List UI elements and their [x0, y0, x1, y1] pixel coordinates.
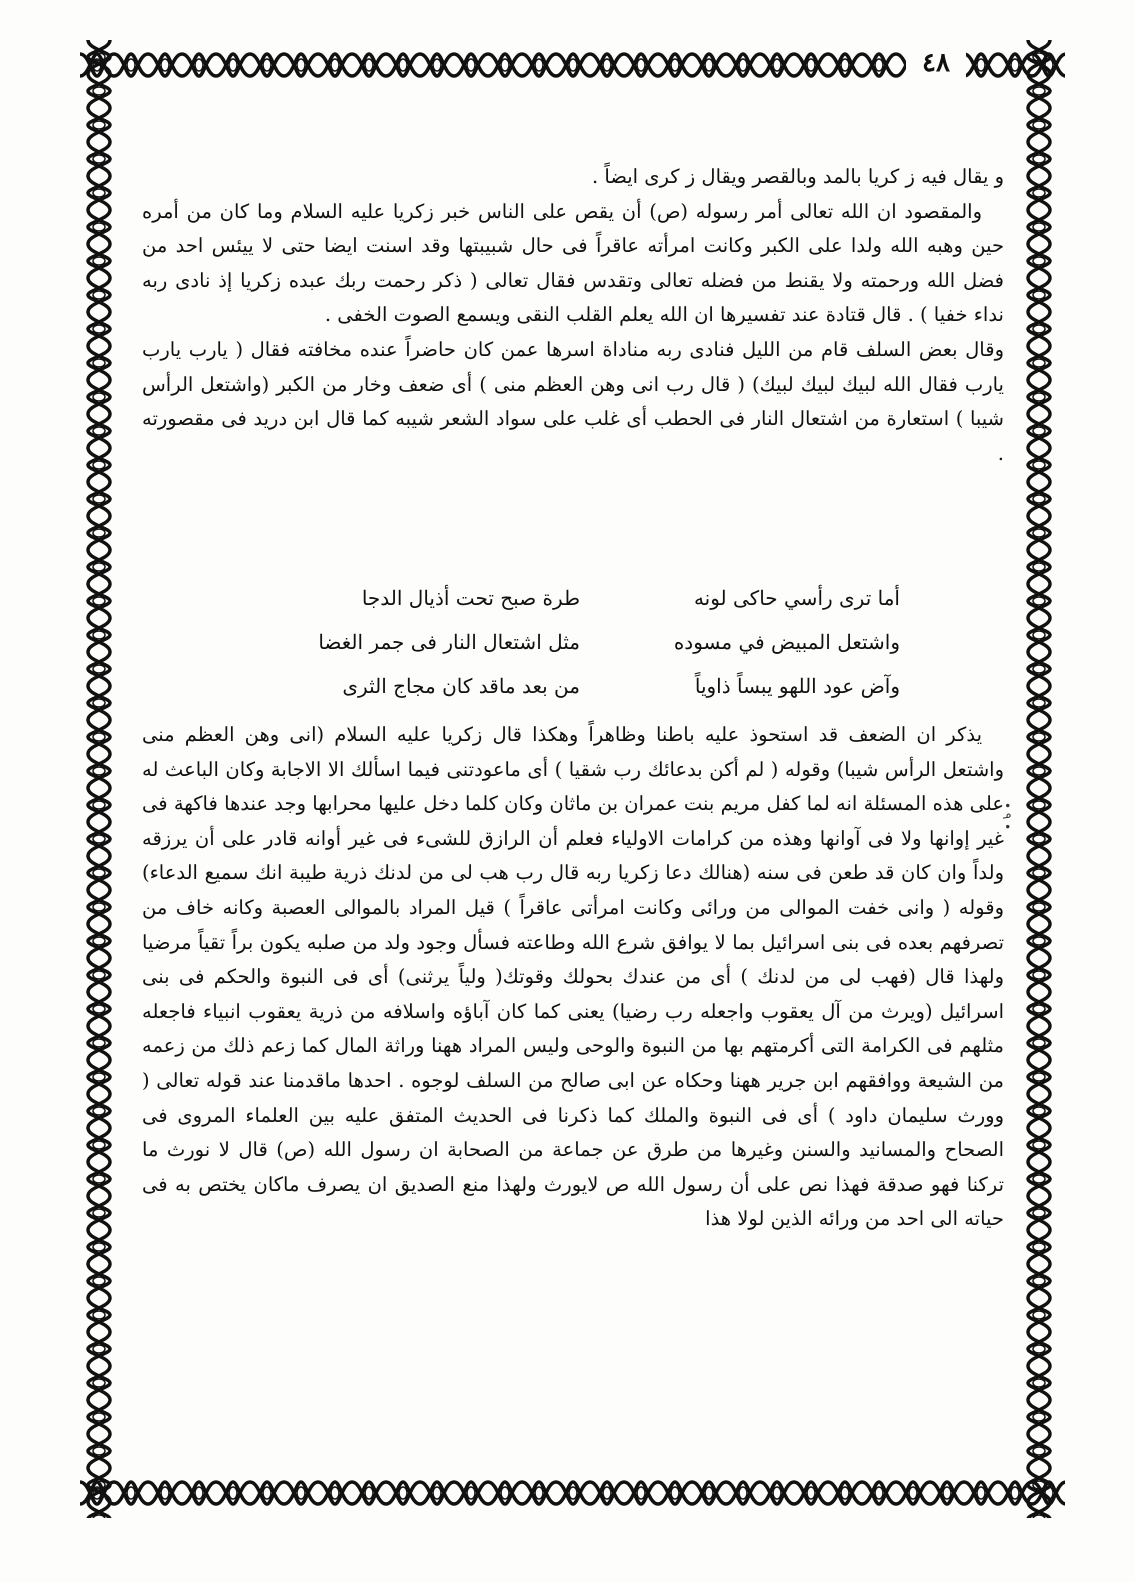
paragraph: وقال بعض السلف قام من الليل فنادى ربه مناداة اسرها عمن كان حاضراً عنده مخافته فقال ( يارب يارب يارب فقال الله لبيك لبيك لبيك) ( قال رب انى وهن العظم منى ) أى ضعف وخار من الكبر (واشتعل الرأس شيبا ) استعارة من اشتعال النار فى الحطب أى غلب على سواد الشعر شيبه كما قال ابن دريد فى مقصورته .	[142, 337, 1004, 465]
left-ornament-border	[78, 40, 120, 1518]
knot-border-icon	[1018, 40, 1060, 1518]
poem-verse	[280, 664, 900, 708]
margin-note: • ٩ •	[1000, 802, 1014, 831]
knot-border-icon	[80, 1468, 1065, 1518]
page-number: ٤٨	[906, 44, 966, 82]
verse-first-hemistich: وآض عود اللهو يبساً ذاوياً	[694, 674, 900, 698]
verse-second-hemistich: طرة صبح تحت أذيال الدجا	[361, 586, 580, 610]
verse-first-hemistich: أما ترى رأسي حاكى لونه	[693, 586, 900, 610]
paragraph: و يقال فيه ز كريا بالمد وبالقصر ويقال ز كرى ايضاً .	[591, 165, 1004, 188]
poem-verses	[280, 576, 900, 708]
knot-border-icon	[78, 40, 120, 1518]
paragraph: والمقصود ان الله تعالى أمر رسوله (ص) أن يقص على الناس خبر زكريا عليه السلام وما كان من أمره حين وهبه الله ولدا على الكبر وكانت امرأته عاقراً فى حال شبيبتها وقد اسنت ايضا حتى لا ييئس احد من فضل الله ورحمته ولا يقنط من فضله تعالى وتقدس فقال تعالى ( ذكر رحمت ربك عبده زكريا إذ نادى ربه نداء خفيا ) . قال قتادة عند تفسيرها ان الله يعلم القلب النقى ويسمع الصوت الخفى .	[142, 199, 1004, 327]
right-ornament-border	[1018, 40, 1060, 1518]
verse-first-hemistich: واشتعل المبيض في مسوده	[673, 630, 900, 654]
poem-verse	[280, 620, 900, 664]
verse-second-hemistich: مثل اشتعال النار فى جمر الغضا	[318, 630, 580, 654]
main-text-block	[142, 160, 1004, 471]
continued-text-block	[142, 718, 1004, 1237]
paragraph: يذكر ان الضعف قد استحوذ عليه باطنا وظاهراً وهكذا قال زكريا عليه السلام (انى وهن العظم منى واشتعل الرأس شيبا) وقوله ( لم أكن بدعائك رب شقيا ) أى ماعودتنى فيما اسألك الا الاجابة وكان الباعث له على هذه المسئلة انه لما كفل مريم بنت عمران بن ماثان وكان كلما دخل عليها محرابها وجد عندها فاكهة فى غير إوانها ولا فى آوانها وهذه من كرامات الاولياء فعلم أن الرازق للشىء فى غير أوانه قادر على أن يرزقه ولداً وان كان قد طعن فى سنه (هنالك دعا زكريا ربه قال رب هب لى من لدنك ذرية طيبة انك سميع الدعاء) وقوله ( وانى خفت الموالى من ورائى وكانت امرأتى عاقراً ) قيل المراد بالموالى العصبة وكانه خاف من تصرفهم بعده فى بنى اسرائيل بما لا يوافق شرع الله وطاعته فسأل وجود ولد من صلبه يكون براً تقياً مرضيا ولهذا قال (فهب لى من لدنك ) أى من عندك بحولك وقوتك( ولياً يرثنى) أى فى النبوة والحكم فى بنى اسرائيل (ويرث من آل يعقوب واجعله رب رضيا) يعنى كما كان آباؤه واسلافه من ذرية يعقوب انبياء فاجعله مثلهم فى الكرامة التى أكرمتهم بها من النبوة والوحى وليس المراد ههنا وراثة المال كما زعم ذلك من زعمه من الشيعة ووافقهم ابن جرير ههنا وحكاه عن ابى صالح من السلف لوجوه . احدها ماقدمنا عند قوله تعالى ( وورث سليمان داود ) أى فى النبوة والملك كما ذكرنا فى الحديث المتفق عليه بين العلماء المروى فى الصحاح والمسانيد والسنن وغيرها من طرق عن جماعة من الصحابة ان رسول الله (ص) قال لا نورث ما تركنا فهو صدقة فهذا نص على أن رسول الله ص لايورث ولهذا منع الصديق ان يصرف ماكان يختص به فى حياته الى احد من ورائه الذين لولا هذا	[142, 723, 1004, 1231]
verse-second-hemistich: من بعد ماقد كان مجاج الثرى	[342, 674, 580, 698]
poem-verse	[280, 576, 900, 620]
bottom-ornament-border	[80, 1468, 1065, 1518]
